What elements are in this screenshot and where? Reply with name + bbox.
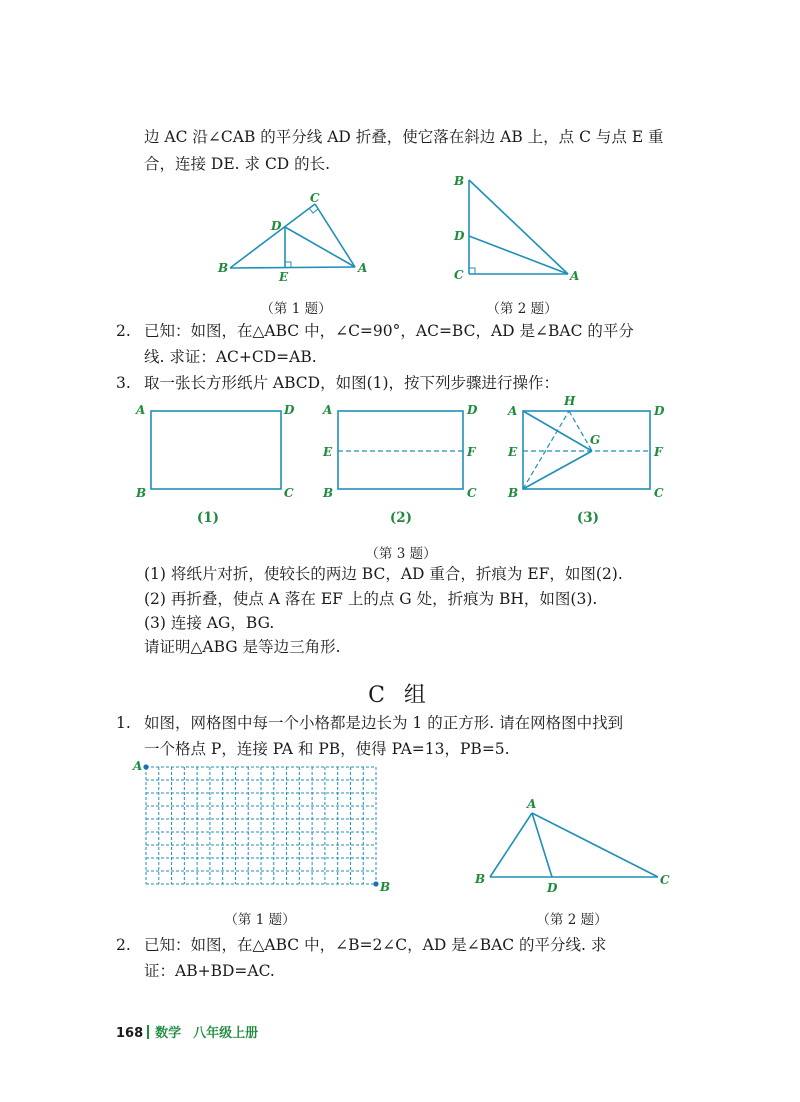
c1-caption-fig-1: （第 1 题） <box>224 912 296 928</box>
footer-divider <box>147 1025 149 1039</box>
segment-ad <box>532 813 552 877</box>
segment-ac <box>532 813 658 877</box>
segment-ba <box>490 813 532 877</box>
figure-rectangle-3 <box>505 393 675 501</box>
footer-subject: 数学 <box>155 1026 182 1041</box>
problem-3-number: 3. <box>116 374 131 392</box>
label-c: C <box>467 486 477 500</box>
label-d: D <box>467 403 478 417</box>
rectangle-abcd <box>338 411 463 489</box>
problem-3-step-3: (3) 连接 AG，BG. <box>144 614 275 632</box>
figure-right-triangle <box>450 170 590 285</box>
label-a: A <box>133 759 143 773</box>
problem-2-line-1: 已知：如图，在△ABC 中，∠C=90°，AC=BC，AD 是∠BAC 的平分 <box>144 322 634 340</box>
subfig-label-2: (2) <box>389 510 413 526</box>
rectangle-abcd <box>151 411 281 489</box>
segment-da <box>285 227 355 267</box>
subfig-label-3: (3) <box>576 510 600 526</box>
segment-bg <box>523 451 592 489</box>
c1-caption-fig-2: （第 2 题） <box>536 912 608 928</box>
caption-fig-1: （第 1 题） <box>260 301 332 317</box>
figure-triangle-fold <box>215 188 375 288</box>
label-a: A <box>323 403 333 417</box>
figure-rectangle-2 <box>318 400 488 500</box>
label-a: A <box>570 269 580 283</box>
subfig-label-1: (1) <box>196 510 220 526</box>
label-c: C <box>454 268 464 282</box>
label-d: D <box>271 219 282 233</box>
label-f: F <box>467 445 476 459</box>
point-a <box>143 764 148 769</box>
label-d: D <box>547 881 558 895</box>
segment-ca <box>315 204 355 267</box>
problem-2-line-2: 线. 求证：AC+CD=AB. <box>144 348 317 366</box>
label-b: B <box>380 880 391 894</box>
label-c: C <box>284 486 294 500</box>
problem-2-number: 2. <box>116 322 131 340</box>
segment-ag <box>523 411 592 451</box>
label-a: A <box>358 261 368 275</box>
footer-book: 八年级上册 <box>193 1026 259 1041</box>
figure-rectangle-1 <box>133 400 298 500</box>
label-e: E <box>279 270 289 284</box>
label-b: B <box>136 486 147 500</box>
page-number: 168 <box>116 1026 144 1041</box>
section-heading-c: C 组 <box>368 683 432 708</box>
segment-ba <box>230 267 355 268</box>
label-b: B <box>218 261 229 275</box>
label-c: C <box>660 873 670 887</box>
label-b: B <box>508 486 519 500</box>
label-a: A <box>527 797 537 811</box>
label-h: H <box>564 394 576 408</box>
label-d: D <box>654 404 665 418</box>
segment-ba <box>469 180 568 274</box>
point-b <box>373 881 378 886</box>
page-footer <box>116 1022 258 1041</box>
right-angle-c <box>309 208 318 213</box>
c2-line-2: 证：AB+BD=AC. <box>144 962 275 980</box>
label-b: B <box>475 872 486 886</box>
label-b: B <box>454 174 465 188</box>
caption-fig-2: （第 2 题） <box>486 301 558 317</box>
label-a: A <box>508 404 518 418</box>
problem-3-step-1: (1) 将纸片对折，使较长的两边 BC，AD 重合，折痕为 EF，如图(2). <box>144 565 623 583</box>
label-d: D <box>284 403 295 417</box>
top-problem-line-2: 合，连接 DE. 求 CD 的长. <box>144 155 331 173</box>
problem-3-step-2: (2) 再折叠，使点 A 落在 EF 上的点 G 处，折痕为 BH，如图(3). <box>144 590 598 608</box>
figure-triangle-bisector <box>470 795 680 895</box>
label-e: E <box>323 445 333 459</box>
right-angle-c <box>469 268 475 274</box>
label-a: A <box>136 403 146 417</box>
c1-line-1: 如图，网格图中每一个小格都是边长为 1 的正方形. 请在网格图中找到 <box>144 714 624 732</box>
c2-number: 2. <box>116 936 131 954</box>
label-f: F <box>654 445 663 459</box>
label-g: G <box>590 433 601 447</box>
problem-3-conclusion: 请证明△ABG 是等边三角形. <box>144 638 341 656</box>
top-problem-line-1: 边 AC 沿∠CAB 的平分线 AD 折叠，使它落在斜边 AB 上，点 C 与点 E 重 <box>144 128 664 146</box>
label-b: B <box>323 486 334 500</box>
c2-line-1: 已知：如图，在△ABC 中，∠B=2∠C，AD 是∠BAC 的平分线. 求 <box>144 936 607 954</box>
segment-da <box>469 236 568 274</box>
label-e: E <box>508 445 518 459</box>
caption-fig-3: （第 3 题） <box>365 546 437 562</box>
problem-3-line-1: 取一张长方形纸片 ABCD，如图(1)，按下列步骤进行操作： <box>144 374 560 392</box>
crease-bh <box>523 411 569 489</box>
c1-line-2: 一个格点 P，连接 PA 和 PB，使得 PA=13，PB=5. <box>144 740 510 758</box>
c1-number: 1. <box>116 714 131 732</box>
label-c: C <box>310 191 320 205</box>
figure-grid <box>130 757 400 897</box>
label-d: D <box>454 229 465 243</box>
label-c: C <box>654 486 664 500</box>
